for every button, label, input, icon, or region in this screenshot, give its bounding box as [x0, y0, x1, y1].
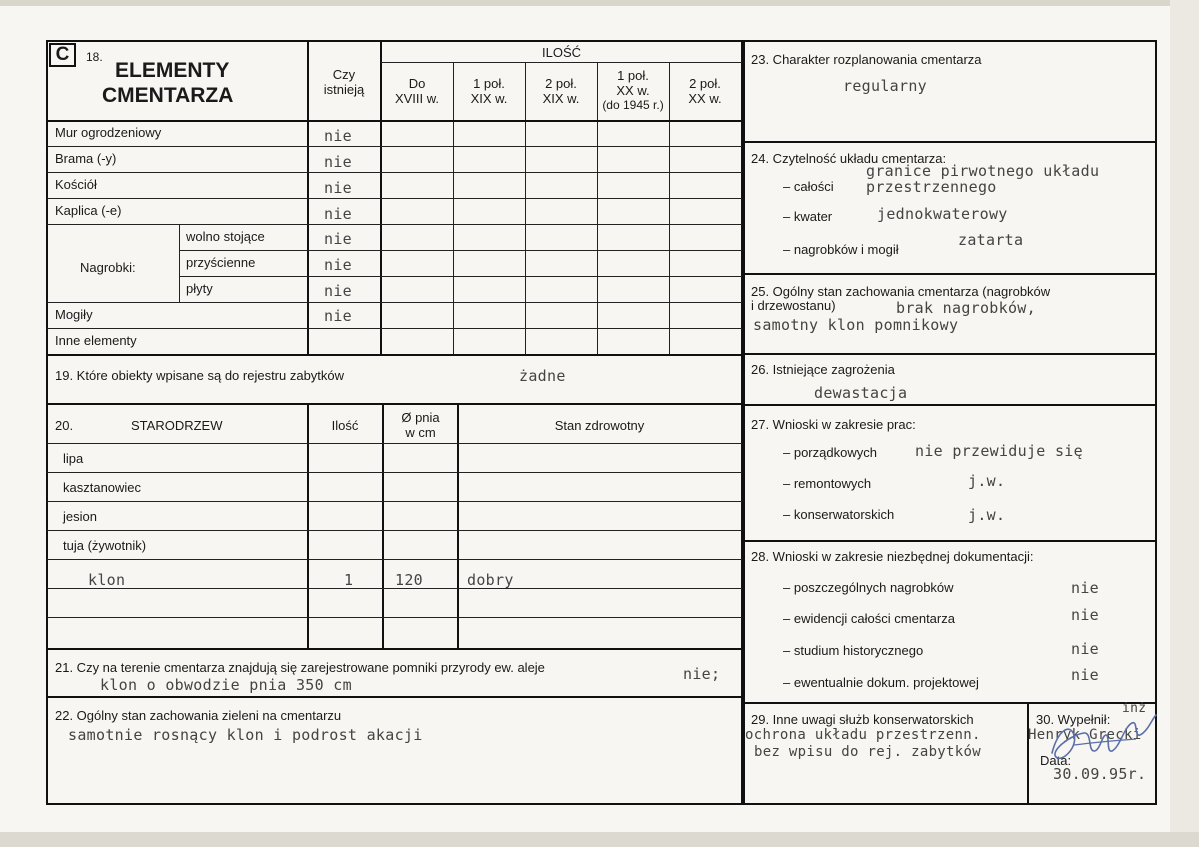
element-value-plyty: nie — [324, 282, 352, 300]
header-ilosc: ILOŚĆ — [541, 45, 581, 60]
s20-row-tuja: tuja (żywotnik) — [63, 538, 147, 553]
s27-item-porzadkowych-value: nie przewiduje się — [915, 442, 1083, 460]
s27-item-konserwatorskich-label: – konserwatorskich — [783, 507, 895, 522]
header-col2-a: 1 poł. — [473, 76, 505, 91]
s20-col-ilosc: Ilość — [331, 418, 359, 433]
s20-number: 20. — [55, 418, 74, 433]
element-label-inne: Inne elementy — [55, 333, 137, 348]
s20-row-lipa: lipa — [63, 451, 84, 466]
element-label-mogily: Mogiły — [55, 307, 93, 322]
s26-value: dewastacja — [814, 384, 908, 402]
s24-calosci-value-2: przestrzennego — [866, 178, 997, 196]
element-label-kaplica: Kaplica (-e) — [55, 203, 122, 218]
header-istnieja: istnieją — [323, 82, 365, 97]
paper-edge-bottom — [0, 832, 1199, 847]
header-col4-c: (do 1945 r.) — [602, 98, 664, 112]
s19-label: 19. Które obiekty wpisane są do rejestru zabytków — [55, 368, 345, 383]
s22-label: 22. Ogólny stan zachowania zieleni na cmentarzu — [55, 708, 342, 723]
element-label-wolno: wolno stojące — [186, 229, 265, 244]
s23-value: regularny — [843, 77, 927, 95]
header-czy: Czy — [332, 67, 356, 82]
s30-label: 30. Wypełnił: — [1036, 712, 1111, 727]
header-col3-a: 2 poł. — [545, 76, 577, 91]
s24-calosci-value-1: granice pirwotnego układu — [866, 162, 1100, 180]
s28-item-studium-label: – studium historycznego — [783, 643, 924, 658]
s21-detail: klon o obwodzie pnia 350 cm — [100, 676, 352, 694]
nagrobki-label: Nagrobki: — [80, 260, 136, 275]
s20-entry-pnia: 120 — [395, 571, 423, 589]
s29-value-1: ochrona układu przestrzenn. — [745, 727, 981, 743]
s25-label-2: i drzewostanu) — [751, 298, 836, 313]
s21-label: 21. Czy na terenie cmentarza znajdują się zarejestrowane pomniki przyrody ew. aleje — [55, 660, 545, 675]
header-col1-b: XVIII w. — [394, 91, 440, 106]
s27-label: 27. Wnioski w zakresie prac: — [751, 417, 916, 432]
section-18-title-1: ELEMENTY — [115, 59, 230, 82]
s30-date-value: 30.09.95r. — [1053, 765, 1147, 783]
s24-nagrobkow-value: zatarta — [958, 231, 1024, 249]
element-value-wolno: nie — [324, 230, 352, 248]
s25-value-2: samotny klon pomnikowy — [753, 316, 959, 334]
header-col5-b: XX w. — [688, 91, 722, 106]
s28-item-ewidencji-value: nie — [1071, 606, 1099, 624]
element-value-brama: nie — [324, 153, 352, 171]
element-label-mur: Mur ogrodzeniowy — [55, 125, 162, 140]
s24-nagrobkow-label: – nagrobków i mogił — [783, 242, 899, 257]
s20-row-kasztanowiec: kasztanowiec — [63, 480, 142, 495]
s27-item-remontowych-value: j.w. — [968, 472, 1006, 490]
element-label-kosciol: Kościół — [55, 177, 97, 192]
header-col4-a: 1 poł. — [617, 68, 649, 83]
section-18-title-2: CMENTARZA — [102, 84, 234, 107]
s22-value: samotnie rosnący klon i podrost akacji — [68, 726, 423, 744]
s24-label: 24. Czytelność układu cmentarza: — [751, 151, 947, 166]
s28-item-studium-value: nie — [1071, 640, 1099, 658]
header-col1-a: Do — [408, 76, 426, 91]
s24-kwater-label: – kwater — [783, 209, 833, 224]
element-value-kaplica: nie — [324, 205, 352, 223]
s28-item-projektowej-label: – ewentualnie dokum. projektowej — [783, 675, 979, 690]
s28-label: 28. Wnioski w zakresie niezbędnej dokumentacji: — [751, 549, 1034, 564]
s28-item-nagrobkow-label: – poszczególnych nagrobków — [783, 580, 954, 595]
section-letter: C — [55, 44, 70, 65]
element-value-mogily: nie — [324, 307, 352, 325]
paper-edge-top — [0, 0, 1199, 6]
header-col4-b: XX w. — [616, 83, 650, 98]
s19-value: żadne — [519, 367, 566, 385]
s26-label: 26. Istniejące zagrożenia — [751, 362, 895, 377]
s28-item-ewidencji-label: – ewidencji całości cmentarza — [783, 611, 955, 626]
s20-row-jesion: jesion — [63, 509, 97, 524]
s20-col-stan: Stan zdrowotny — [554, 418, 645, 433]
section-18-number: 18. — [86, 50, 103, 64]
s30-name: Henryk Grecki — [1028, 727, 1142, 743]
s27-item-remontowych-label: – remontowych — [783, 476, 872, 491]
header-col2-b: XIX w. — [470, 91, 508, 106]
s21-answer: nie; — [683, 665, 721, 683]
s20-col-pnia-1: Ø pnia — [401, 410, 440, 425]
s20-col-pnia-2: w cm — [405, 425, 436, 440]
s24-kwater-value: jednokwaterowy — [877, 205, 1008, 223]
element-value-mur: nie — [324, 127, 352, 145]
s28-item-projektowej-value: nie — [1071, 666, 1099, 684]
s29-value-2: bez wpisu do rej. zabytków — [754, 744, 981, 760]
element-label-przyscienne: przyścienne — [186, 255, 256, 270]
s28-item-nagrobkow-value: nie — [1071, 579, 1099, 597]
s20-title: STARODRZEW — [131, 418, 223, 433]
s20-entry-stan: dobry — [467, 571, 514, 589]
s27-item-konserwatorskich-value: j.w. — [968, 506, 1006, 524]
s24-calosci-label: – całości — [783, 179, 834, 194]
s23-label: 23. Charakter rozplanowania cmentarza — [751, 52, 982, 67]
s25-value-1: brak nagrobków, — [896, 299, 1036, 317]
s29-label: 29. Inne uwagi służb konserwatorskich — [751, 712, 974, 727]
s25-label-1: 25. Ogólny stan zachowania cmentarza (nagrobków — [751, 284, 1051, 299]
element-label-brama: Brama (-y) — [55, 151, 117, 166]
signature-scribble — [1040, 705, 1160, 775]
s30-title-abbr: inż — [1122, 701, 1147, 716]
element-value-kosciol: nie — [324, 179, 352, 197]
paper-edge-right — [1170, 0, 1199, 847]
s27-item-porzadkowych-label: – porządkowych — [783, 445, 877, 460]
element-label-plyty: płyty — [186, 281, 213, 296]
s20-entry-ilosc: 1 — [344, 571, 354, 589]
element-value-przyscienne: nie — [324, 256, 352, 274]
header-col5-a: 2 poł. — [689, 76, 721, 91]
s20-entry-name: klon — [88, 571, 126, 589]
header-col3-b: XIX w. — [542, 91, 580, 106]
s30-date-label: Data: — [1040, 753, 1072, 768]
